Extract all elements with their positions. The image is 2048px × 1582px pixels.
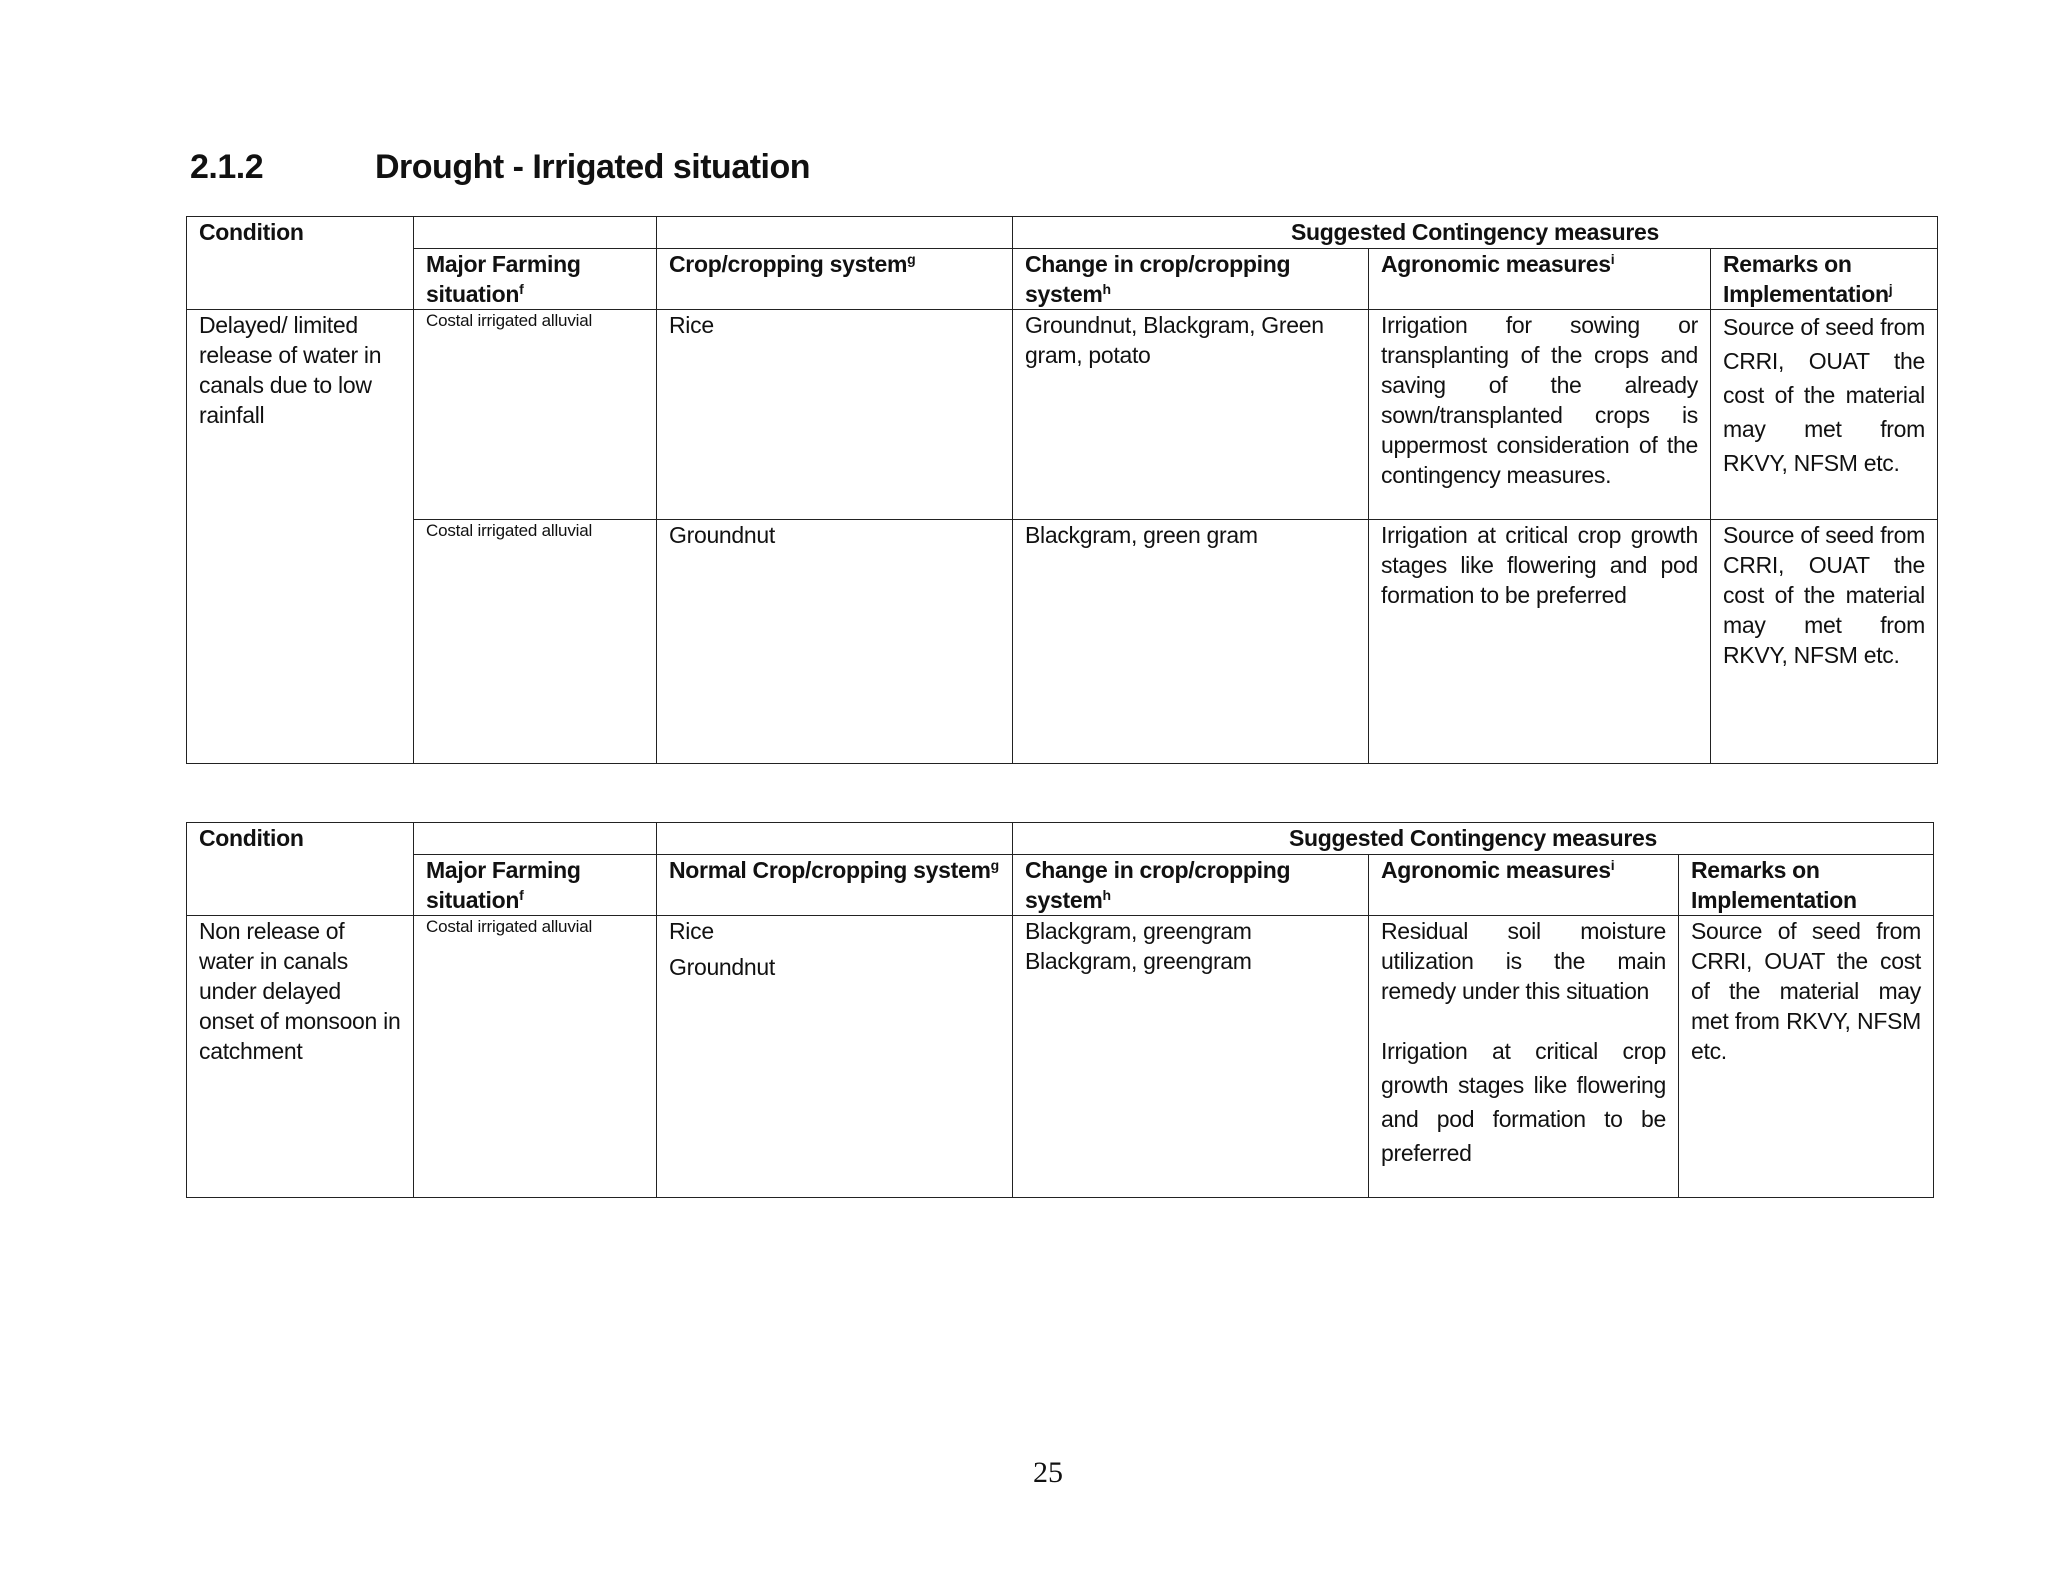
remarks-header: Remarks on Implementation$^j$ <box>1711 249 1938 310</box>
contingency-table-2 <box>186 822 1934 1198</box>
page-number: 25 <box>1033 1456 1063 1489</box>
farming-situation-header: Major Farming situation$^f$ <box>414 249 657 310</box>
crop-cell: Groundnut <box>657 520 1013 764</box>
farming-situation-header: Major Farming situation$^f$ <box>414 855 657 916</box>
section-heading <box>190 148 810 187</box>
change-crop-header: Change in crop/cropping system$^h$ <box>1013 249 1369 310</box>
change-cell <box>1013 916 1369 1198</box>
condition-header: Condition <box>187 217 414 310</box>
suggested-measures-header: Suggested Contingency measures <box>1013 823 1934 855</box>
agronomic-cell: Irrigation at critical crop growth stages like flowering and pod formation to be preferred <box>1369 520 1711 764</box>
change-cell: Groundnut, Blackgram, Green gram, potato <box>1013 310 1369 520</box>
section-number: 2.1.2 <box>190 148 264 186</box>
crop-line: Groundnut <box>669 954 775 980</box>
remarks-cell: Source of seed from CRRI, OUAT the cost of the material may met from RKVY, NFSM etc. <box>1679 916 1934 1198</box>
remarks-cell: Source of seed from CRRI, OUAT the cost of the material may met from RKVY, NFSM etc. <box>1711 520 1938 764</box>
farming-cell: Costal irrigated alluvial <box>414 310 657 520</box>
change-cell: Blackgram, green gram <box>1013 520 1369 764</box>
condition-cell: Non release of water in canals under delayed onset of monsoon in catchment <box>187 916 414 1198</box>
crop-cell <box>657 916 1013 1198</box>
agronomic-header: Agronomic measures$^i$ <box>1369 855 1679 916</box>
agronomic-cell: Irrigation for sowing or transplanting of the crops and saving of the already sown/transplanted crops is uppermost consideration of the contingency measures. <box>1369 310 1711 520</box>
blank-header-cell <box>657 823 1013 855</box>
condition-header: Condition <box>187 823 414 916</box>
blank-header-cell <box>414 217 657 249</box>
crop-system-header: Crop/cropping system$^g$ <box>657 249 1013 310</box>
agronomic-paragraph: Residual soil moisture utilization is the main remedy under this situation <box>1381 918 1666 1004</box>
blank-header-cell <box>414 823 657 855</box>
crop-system-header: Normal Crop/cropping system$^g$ <box>657 855 1013 916</box>
section-title: Drought - Irrigated situation <box>375 148 811 186</box>
farming-cell: Costal irrigated alluvial <box>414 520 657 764</box>
change-line: Blackgram, greengram <box>1025 918 1252 944</box>
remarks-header: Remarks on Implementation <box>1679 855 1934 916</box>
suggested-measures-header: Suggested Contingency measures <box>1013 217 1938 249</box>
crop-cell: Rice <box>657 310 1013 520</box>
blank-header-cell <box>657 217 1013 249</box>
agronomic-header: Agronomic measures$^i$ <box>1369 249 1711 310</box>
agronomic-paragraph: Irrigation at critical crop growth stages like flowering and pod formation to be preferred <box>1381 1038 1666 1166</box>
table-row <box>187 916 1934 1198</box>
agronomic-cell <box>1369 916 1679 1198</box>
table-row <box>187 520 1938 764</box>
contingency-table-1 <box>186 216 1938 764</box>
table-row <box>187 310 1938 520</box>
farming-cell: Costal irrigated alluvial <box>414 916 657 1198</box>
condition-cell: Delayed/ limited release of water in canals due to low rainfall <box>187 310 414 764</box>
remarks-cell: Source of seed from CRRI, OUAT the cost of the material may met from RKVY, NFSM etc. <box>1711 310 1938 520</box>
change-crop-header: Change in crop/cropping system$^h$ <box>1013 855 1369 916</box>
crop-line: Rice <box>669 918 714 944</box>
change-line: Blackgram, greengram <box>1025 948 1252 974</box>
